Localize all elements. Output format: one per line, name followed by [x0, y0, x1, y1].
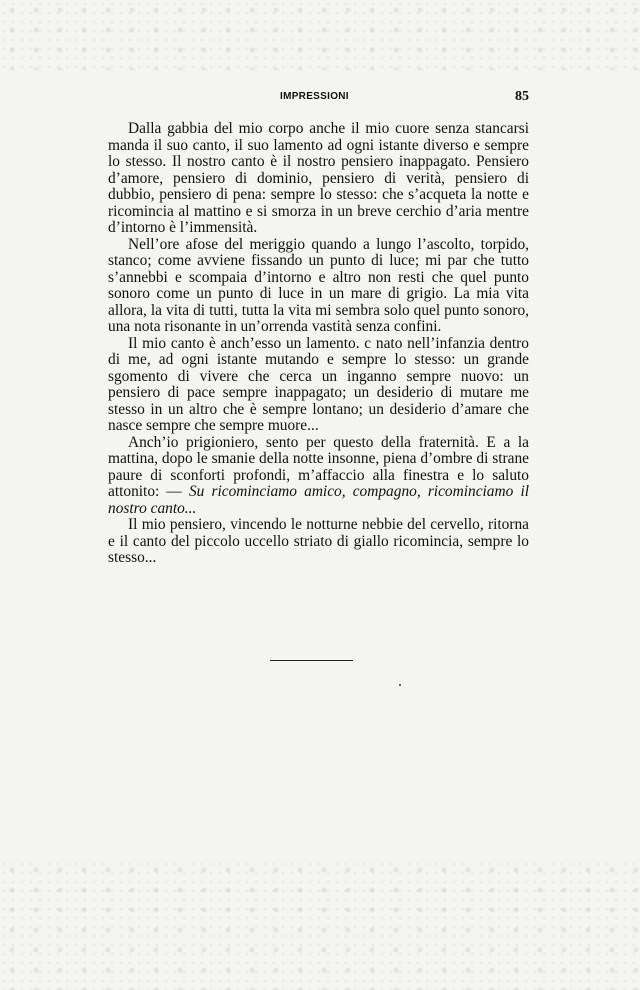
paragraph-3: Il mio canto è anch’esso un lamento. c nato nell’infanzia dentro di me, ad ogni istante mutando e sempre lo stesso: un grande sgomento di vivere che cerca un inganno sempre nuovo: un pensiero di pace sempre inappagato; un desiderio di mutare me stesso in un altro che è sempre lontano; un desiderio d’amare che nasce sempre che sempre muore... [108, 334, 529, 434]
paragraph-5: Il mio pensiero, vincendo le notturne nebbie del cervello, ritorna e il canto del piccolo uccello striato di giallo ricomincia, sempre lo stesso... [108, 516, 529, 566]
paragraph-1: Dalla gabbia del mio corpo anche il mio cuore senza stancarsi manda il suo canto, il suo lamento ad ogni istante diverso e sempre lo stesso. Il nostro canto è il nostro pensiero inappagato. Pensiero d’amore, pensiero di dominio, pensiero di verità, pensiero di dubbio, pensiero di pena: sempre lo stesso: che s’acqueta la notte e ricomincia al mattino e si smorza in un breve cerchio d’aria mentre d’intorno è l’immensità. [108, 120, 529, 236]
section-end-rule [270, 660, 353, 661]
page-number: 85 [515, 89, 529, 104]
page-texture-top [0, 0, 640, 70]
ink-speck [399, 684, 401, 686]
page-texture-bottom [0, 860, 640, 990]
paragraph-2: Nell’ore afose del meriggio quando a lungo l’ascolto, torpido, stanco; come avviene fissando un punto di luce; mi par che tutto s’annebbi e scompaia d’intorno e altro non resti che quel punto sonoro come un punto di luce in un mare di grigio. La mia vita allora, la vita di tutti, tutta la vita mi sembra solo quel punto sonoro, una nota risonante in un’orrenda vastità senza confini. [108, 235, 529, 335]
paragraph-4 [108, 435, 529, 518]
body-text [108, 121, 529, 567]
running-title: IMPRESSIONI [280, 91, 349, 102]
paragraph-4-italic-quote: Su ricominciamo amico, compagno, ricominciamo il nostro canto... [108, 483, 529, 517]
paragraph-4-text: Anch’io prigioniero, sento per questo della fraternità. E a la mattina, dopo le smanie della notte insonne, piena d’ombre di strane paure di sconforti profondi, m’affaccio alla finestra e lo saluto attonito: — [108, 433, 529, 500]
